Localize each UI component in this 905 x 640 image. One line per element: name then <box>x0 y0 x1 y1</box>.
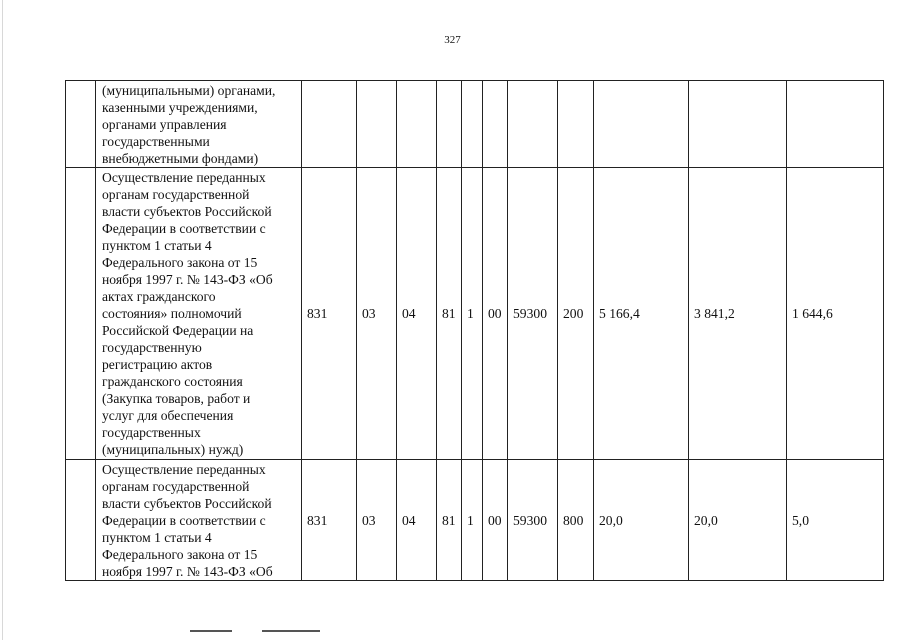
amount-year1-cell: 5 166,4 <box>594 168 689 460</box>
description-line: государственную <box>102 340 202 355</box>
subsection-cell <box>397 81 437 168</box>
description-line: Федерального закона от 15 <box>102 547 258 562</box>
program-cell: 81 <box>437 460 462 581</box>
description-line: Осуществление переданных <box>102 170 266 185</box>
amount-year2-cell: 3 841,2 <box>689 168 787 460</box>
expense-code-cell: 59300 <box>508 168 558 460</box>
table-row <box>66 168 884 460</box>
subsection-cell: 04 <box>397 168 437 460</box>
expense-code-cell: 59300 <box>508 460 558 581</box>
description-cell <box>96 81 302 168</box>
subprogram-cell: 1 <box>462 460 483 581</box>
amount-year2-cell: 20,0 <box>689 460 787 581</box>
description-line: Осуществление переданных <box>102 462 266 477</box>
section-cell <box>357 81 397 168</box>
subprogram-cell <box>462 81 483 168</box>
expense-type-cell: 800 <box>558 460 594 581</box>
description-line: (муниципальными) органами, <box>102 83 276 98</box>
amount-year1-cell: 20,0 <box>594 460 689 581</box>
amount-year2-cell <box>689 81 787 168</box>
description-line: органам государственной <box>102 187 250 202</box>
expense-code-cell <box>508 81 558 168</box>
description-line: органам государственной <box>102 479 250 494</box>
description-cell <box>96 460 302 581</box>
description-line: государственными <box>102 134 210 149</box>
program-cell <box>437 81 462 168</box>
description-line: Федерального закона от 15 <box>102 255 258 270</box>
scan-mark <box>262 630 320 632</box>
row-number-cell <box>66 460 96 581</box>
amount-year3-cell <box>787 81 884 168</box>
description-line: власти субъектов Российской <box>102 204 272 219</box>
description-line: ноября 1997 г. № 143-ФЗ «Об <box>102 272 273 287</box>
expense-type-cell: 200 <box>558 168 594 460</box>
description-line: Федерации в соответствии с <box>102 221 266 236</box>
budget-table <box>65 80 884 581</box>
description-line: состояния» полномочий <box>102 306 242 321</box>
description-line: внебюджетными фондами) <box>102 151 259 166</box>
description-line: регистрацию актов <box>102 357 213 372</box>
section-cell: 03 <box>357 168 397 460</box>
description-line: пунктом 1 статьи 4 <box>102 530 212 545</box>
expense-type-cell <box>558 81 594 168</box>
description-line: актах гражданского <box>102 289 216 304</box>
direction-cell <box>483 81 508 168</box>
description-line: услуг для обеспечения <box>102 408 234 423</box>
page-number: 327 <box>444 34 461 46</box>
description-line: Российской Федерации на <box>102 323 254 338</box>
description-line: ноября 1997 г. № 143-ФЗ «Об <box>102 564 273 579</box>
direction-cell: 00 <box>483 460 508 581</box>
amount-year3-cell: 5,0 <box>787 460 884 581</box>
description-line: органами управления <box>102 117 227 132</box>
admin-code-cell: 831 <box>302 460 357 581</box>
description-line: государственных <box>102 425 201 440</box>
scan-mark <box>190 630 232 632</box>
description-line: власти субъектов Российской <box>102 496 272 511</box>
table-row <box>66 81 884 168</box>
table-row <box>66 460 884 581</box>
description-line: пунктом 1 статьи 4 <box>102 238 212 253</box>
amount-year3-cell: 1 644,6 <box>787 168 884 460</box>
subsection-cell: 04 <box>397 460 437 581</box>
row-number-cell <box>66 168 96 460</box>
program-cell: 81 <box>437 168 462 460</box>
description-line: Федерации в соответствии с <box>102 513 266 528</box>
description-cell <box>96 168 302 460</box>
description-line: гражданского состояния <box>102 374 243 389</box>
admin-code-cell: 831 <box>302 168 357 460</box>
scan-edge-line <box>2 0 3 640</box>
section-cell: 03 <box>357 460 397 581</box>
description-line: казенными учреждениями, <box>102 100 258 115</box>
admin-code-cell <box>302 81 357 168</box>
direction-cell: 00 <box>483 168 508 460</box>
amount-year1-cell <box>594 81 689 168</box>
description-line: (муниципальных) нужд) <box>102 442 244 457</box>
row-number-cell <box>66 81 96 168</box>
description-line: (Закупка товаров, работ и <box>102 391 251 406</box>
subprogram-cell: 1 <box>462 168 483 460</box>
